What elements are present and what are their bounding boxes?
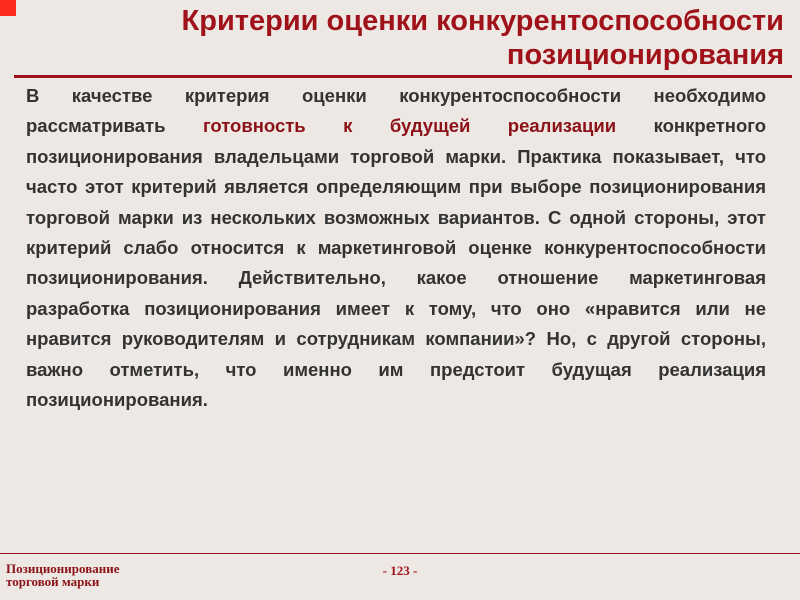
slide-title-line1: Критерии оценки конкурентоспособности [181,5,784,37]
slide-title-line2: позиционирования [506,39,784,71]
footer-section-label [6,562,119,588]
page-number: - 123 - [382,563,418,578]
body-text-part1: В качестве критерия оценки конкурентоспособности необходимо рассматривать [26,85,766,137]
title-divider [14,75,792,78]
footer-divider [0,553,800,554]
footer-section-line2: торговой марки [6,574,100,589]
slide-title [64,4,784,72]
footer-section-line1: Позиционирование [6,561,120,576]
slide-body-text [26,81,766,415]
body-text-part2: конкретного позиционирования владельцами торговой марки. Практика показывает, что часто этот критерий является определяющим при выборе позиционирования торговой марки из нескольких возможных вариантов. С одной стороны, этот критерий слабо относится к маркетинговой оценке конкурентоспособности позиционирования. Действительно, какое отношение маркетинговая разработка позиционирования имеет к тому, что оно «нравится или не нравится руководителям и сотрудникам компании»? Но, с другой стороны, важно отметить, что именно им предстоит будущая реализация позиционирования. [26,115,767,411]
body-text-highlight: готовность к будущей реализации [202,115,617,137]
corner-mark [0,0,16,16]
